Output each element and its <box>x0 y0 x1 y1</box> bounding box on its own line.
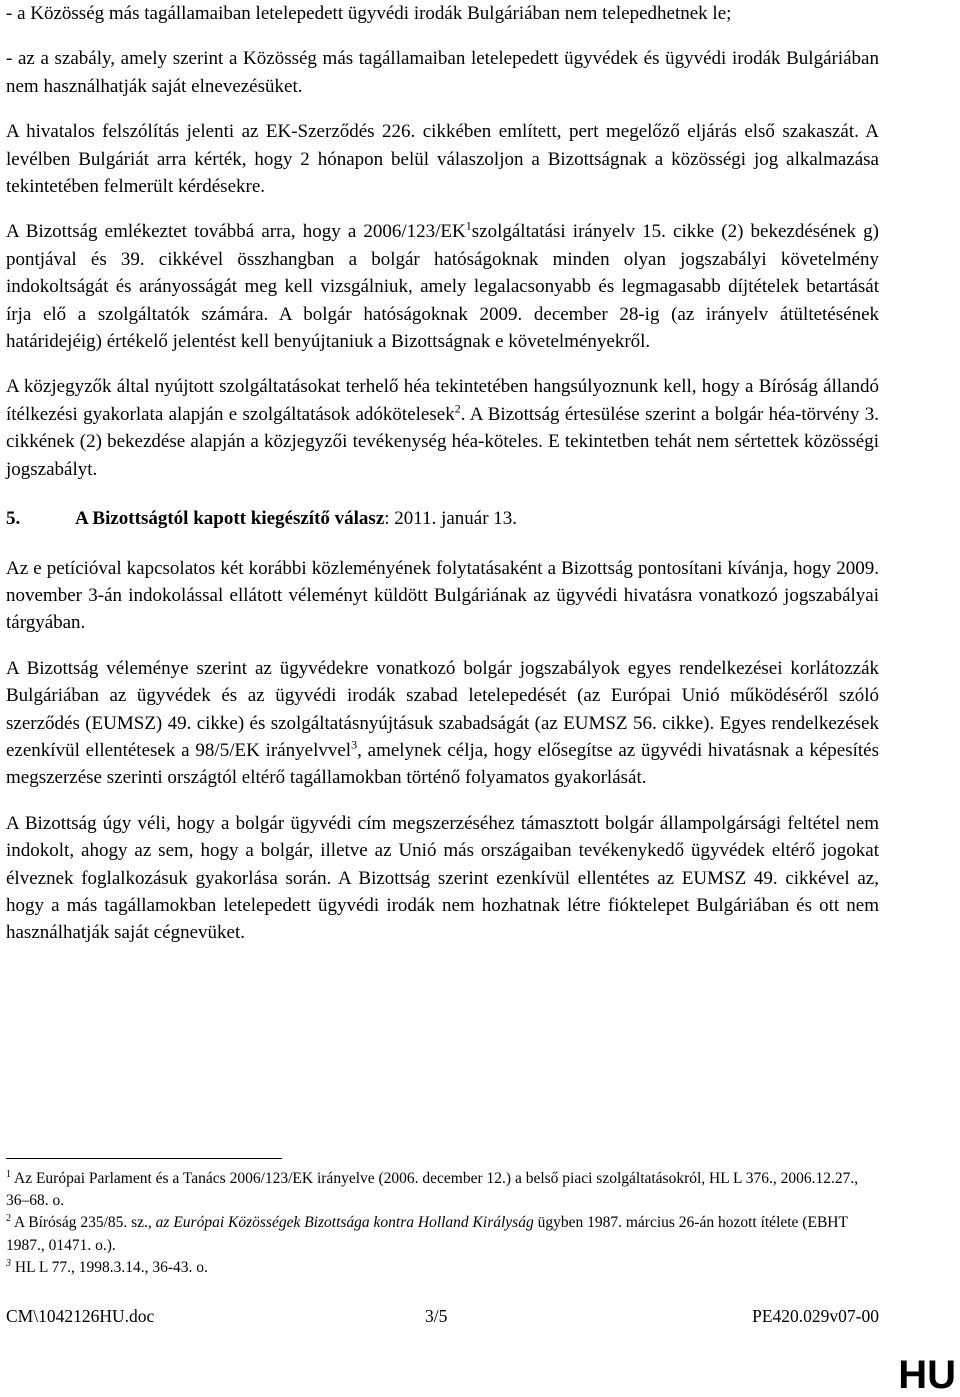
footnote-ref-1: 1 <box>465 219 472 234</box>
footnote-1: $^1$ Az Európai Parlament és a Tanács 2006/123/EK irányelve (2006. december 12.) a belső piaci szolgáltatásokról, HL L 376., 2006.12.27., 36–68. o. <box>6 1168 859 1210</box>
paragraph-commission-view: A Bizottság véleménye szerint az ügyvédekre vonatkozó bolgár jogszabályok egyes rendelkezései korlátozzák Bulgáriában az ügyvédek és az ügyvédi irodák szabad letelepedését (az Európai Unió működéséről szóló szerződés (EUMSZ) 49. cikke) és szolgáltatásnyújtásuk szabadságát (az EUMSZ 56. cikke). Egyes rendelkezések ezenkívül ellentétesek a 98/5/EK irányelvvel$^3$, amelynek célja, hogy elősegítse az ügyvédi hivatásnak a képesítés megszerzése szerinti országtól eltérő tagállamokban történő folyamatos gyakorlását. <box>6 657 880 789</box>
document-body <box>6 0 879 947</box>
pe-reference: PE420.029v07-00 <box>752 1306 879 1326</box>
footnote-3: $^3$ HL L 77., 1998.3.14., 36-43. o. <box>6 1257 208 1276</box>
footnote-ref-3: 3 <box>351 737 358 752</box>
footnote-ref-2: 2 <box>454 401 461 416</box>
page-footer <box>6 1306 879 1330</box>
footnote-2: $^2$ A Bíróság 235/85. sz., az Európai Közösségek Bizottsága kontra Holland Királyság ügyben 1987. március 26-án hozott ítélete (EBHT 1987., 01471. o.). <box>6 1213 848 1254</box>
page-number: 3/5 <box>425 1306 448 1326</box>
document-reference: CM\1042126HU.doc <box>6 1306 155 1326</box>
language-code: HU <box>898 1353 956 1397</box>
paragraph-services-directive: A Bizottság emlékeztet továbbá arra, hogy a $2006/123/EK^1szolgáltatási$ irányelv 15. cikke (2) bekezdésének g) pontjával és 39. cikkével összhangban a bolgár hatóságoknak minden olyan jogszabályi követelmény indokoltságát és arányosságát meg kell vizsgálniuk, amely legalacsonyabb és legmagasabb díjtételek betartását írja elő a szolgáltatók számára. A bolgár hatóságoknak 2009. december 28-ig (az irányelv átültetésének határidejéig) értékelő jelentést kell benyújtaniuk a Bizottságnak e követelményekről. <box>6 219 879 353</box>
footnote-separator <box>6 1158 282 1159</box>
paragraph-nationality-condition: A Bizottság úgy véli, hogy a bolgár ügyvédi cím megszerzéséhez támasztott bolgár állampolgársági feltétel nem indokolt, ahogy az sem, hogy a bolgár, illetve az Unió más országaiban tevékenykedő ügyvédek eltérő jogokat élveznek foglalkozásuk gyakorlása során. A Bizottság szerint ezenkívül ellentétes az EUMSZ 49. cikkével az, hogy a más tagállamokban letelepedett ügyvédi irodák nem hozhatnak létre fióktelepet Bulgáriában és ott nem használhatják saját cégnevüket. <box>6 812 879 944</box>
paragraph-reasoned-opinion: Az e petícióval kapcsolatos két korábbi közleményének folytatásaként a Bizottság pontosítani kívánja, hogy 2009. november 3-án indokolással ellátott véleményt küldött Bulgáriának az ügyvédi hivatásra vonatkozó jogszabályai tárgyában. <box>6 557 879 634</box>
paragraph-formal-notice: A hivatalos felszólítás jelenti az EK-Szerződés 226. cikkében említett, pert megelőző eljárás első szakaszát. A levélben Bulgáriát arra kérték, hogy 2 hónapon belül válaszoljon a Bizottságnak a közösségi jog alkalmazása tekintetében felmerült kérdésekre. <box>6 121 879 198</box>
section-heading: 5. A Bizottságtól kapott kiegészítő válasz: 2011. január 13. <box>6 508 518 530</box>
bullet-paragraph-1: - a Közösség más tagállamaiban letelepedett ügyvédi irodák Bulgáriában nem telepedhetnek le; <box>6 3 732 24</box>
bullet-paragraph-2: - az a szabály, amely szerint a Közösség más tagállamaiban letelepedett ügyvédek és ügyvédi irodák Bulgáriában nem használhatják saját elnevezésüket. <box>6 48 879 97</box>
footnotes <box>6 1168 879 1279</box>
paragraph-notary-vat: A közjegyzők által nyújtott szolgáltatásokat terhelő héa tekintetében hangsúlyoznunk kell, hogy a Bíróság állandó ítélkezési gyakorlata alapján e szolgáltatások adókötelesek$^2$. A Bizottság értesülése szerint a bolgár héa-törvény 3. cikkének (2) bekezdése alapján a közjegyzői tevékenység héa-köteles. E tekintetben tehát nem sértettek közösségi jogszabályt. <box>6 376 879 480</box>
